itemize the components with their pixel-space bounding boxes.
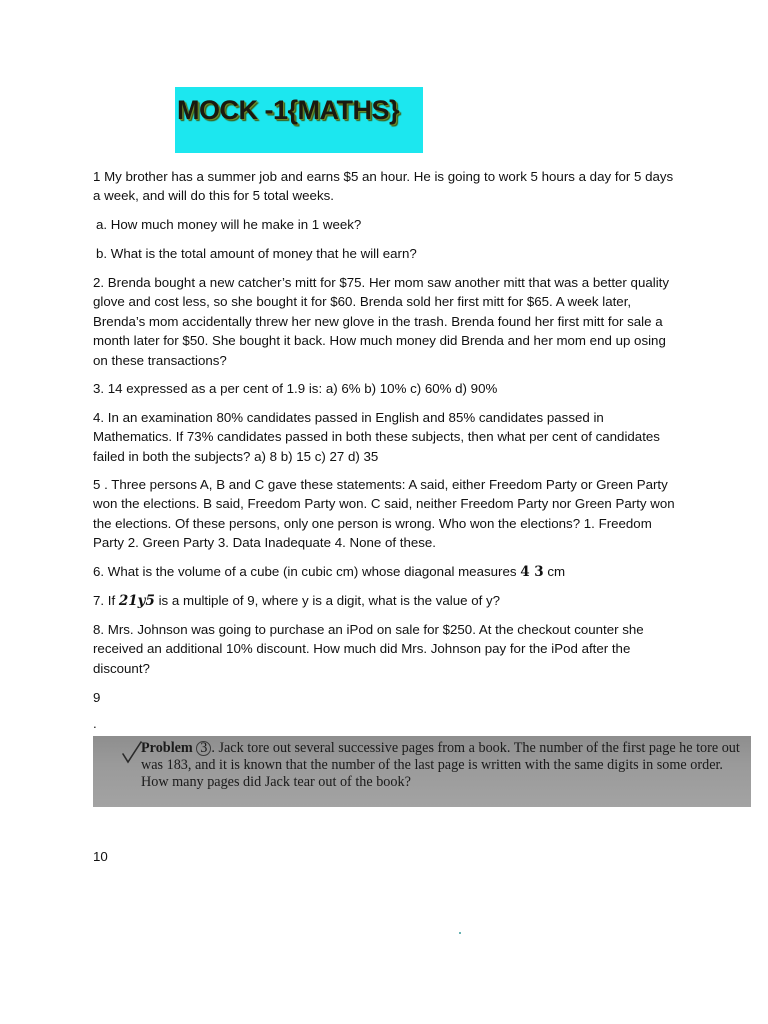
- problem-statement: . Jack tore out several successive pages from a book. The number of the first page he tore out was 183, and it is known that the number of the last page is written with the same digits in some order. How many pages did Jack tear out of the book?: [141, 740, 740, 791]
- question-9-number: 9: [93, 690, 101, 705]
- question-6-unit: cm: [543, 564, 566, 579]
- question-7-rest: is a multiple of 9, where y is a digit, what is the value of y?: [154, 593, 501, 608]
- page-title: MOCK -1{MATHS}: [177, 95, 399, 125]
- question-6: [93, 562, 683, 582]
- problem-photo: [93, 736, 751, 807]
- question-7: [93, 591, 683, 611]
- problem-number: 3: [196, 741, 211, 756]
- checkmark-icon: [121, 740, 143, 764]
- question-7-text: 7. If: [93, 593, 119, 608]
- question-5: 5 . Three persons A, B and C gave these statements: A said, either Freedom Party or Green Party won the elections. B said, Freedom Party won. C said, neither Freedom Party nor Green Party won the elections. Of these persons, only one person is wrong. Who won the elections? 1. Freedom Party 2. Green Party 3. Data Inadequate 4. None of these.: [93, 477, 675, 551]
- question-9-dot: .: [93, 716, 97, 731]
- question-7-math: 21y5: [118, 593, 155, 609]
- question-4: 4. In an examination 80% candidates passed in English and 85% candidates passed in Mathematics. If 73% candidates passed in both these subjects, then what per cent of candidates failed in both the subjects? a) 8 b) 15 c) 27 d) 35: [93, 410, 660, 464]
- title-banner: [175, 87, 423, 153]
- question-6-math: 4 3: [520, 564, 544, 580]
- problem-text: [141, 740, 741, 792]
- stray-dot: [459, 932, 461, 934]
- problem-label: Problem: [141, 740, 197, 756]
- question-1a: a. How much money will he make in 1 week?: [96, 217, 362, 232]
- question-1: 1 My brother has a summer job and earns $5 an hour. He is going to work 5 hours a day for 5 days a week, and will do this for 5 total weeks.: [93, 169, 674, 204]
- question-8: 8. Mrs. Johnson was going to purchase an iPod on sale for $250. At the checkout counter she received an additional 10% discount. How much did Mrs. Johnson pay for the iPod after the discount?: [93, 622, 644, 676]
- question-3: 3. 14 expressed as a per cent of 1.9 is: a) 6% b) 10% c) 60% d) 90%: [93, 381, 498, 396]
- question-2: 2. Brenda bought a new catcher’s mitt for $75. Her mom saw another mitt that was a better quality glove and cost less, so she bought it for $60. Brenda sold her first mitt for $65. A week later, Brenda’s mom accidentally threw her new glove in the trash. Brenda found her first mitt for sale a month later for $50. She bought it back. How much money did Brenda and her mom end up osing on these transactions?: [93, 275, 669, 368]
- question-10-number: 10: [93, 849, 108, 864]
- question-6-text: 6. What is the volume of a cube (in cubic cm) whose diagonal measures: [93, 564, 521, 579]
- question-1b: b. What is the total amount of money that he will earn?: [96, 246, 417, 261]
